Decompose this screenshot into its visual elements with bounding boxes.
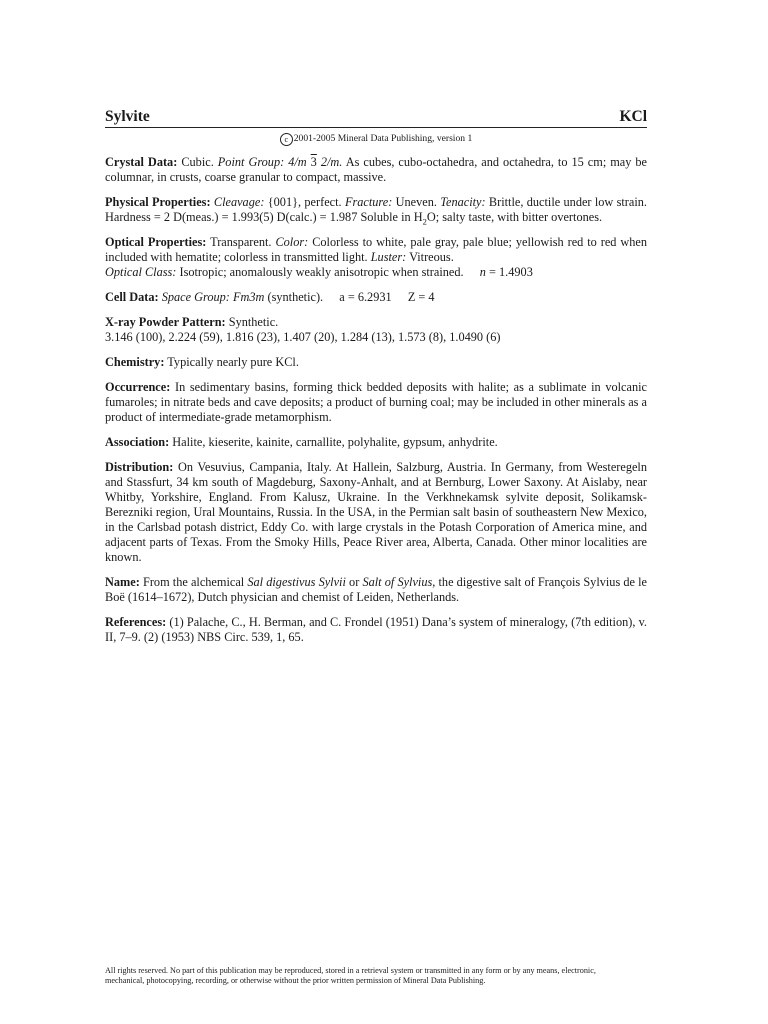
- copyright-footer: All rights reserved. No part of this publication may be reproduced, stored in a retrieval system or transmitted in any form or by any means, electronic, mechanical, photocopying, recording, or otherwise without the prior written permission of Mineral Data Publishing.: [105, 966, 596, 985]
- occurrence-label: Occurrence:: [105, 380, 171, 394]
- color-label: Color:: [275, 235, 309, 249]
- cell-a-value: a = 6.2931: [339, 290, 392, 304]
- association-label: Association:: [105, 435, 170, 449]
- xray-source: Synthetic.: [228, 315, 279, 329]
- space-group-note: (synthetic).: [267, 290, 324, 304]
- cleavage-label: Cleavage:: [213, 195, 265, 209]
- copyright-icon: c: [280, 133, 293, 146]
- association-section: [105, 435, 647, 450]
- refractive-index-value: = 1.4903: [485, 265, 533, 279]
- physical-properties-label: Physical Properties:: [105, 195, 211, 209]
- point-group-b: 2/m.: [316, 155, 343, 169]
- refractive-index-label: n: [479, 265, 486, 279]
- copyright-text: 2001-2005 Mineral Data Publishing, version 1: [293, 133, 473, 144]
- crystal-system: Cubic.: [181, 155, 214, 169]
- name-label: Name:: [105, 575, 140, 589]
- cleavage-value: {001}, perfect.: [267, 195, 342, 209]
- color-value: Colorless to white, pale gray, pale blue; yellowish red to red when included with hematite; colorless in transmitted light.: [105, 235, 648, 264]
- distribution-text: On Vesuvius, Campania, Italy. At Hallein, Salzburg, Austria. In Germany, from Westeregeln and Stassfurt, 34 km south of Magdeburg, Saxony-Anhalt, and at Bernburg, Lower Saxony. At Aislaby, near Whitby, Yorkshire, England. From Kalusz, Ukraine. In the Verkhnekamsk sylvite deposit, Solikamsk-Berezniki region, Ural Mountains, Russia. In the USA, in the Permian salt basin of southeastern New Mexico, in the Carlsbad potash district, Eddy Co. with large crystals in the Potash Corporation of America mine, and adjacent parts of Texas. From the Smoky Hills, Peace River area, Alberta, Canada. Other minor localities are known.: [105, 460, 648, 564]
- optical-properties-section: [105, 235, 647, 280]
- chemistry-text: Typically nearly pure KCl.: [167, 355, 299, 369]
- space-group-value: Fm3m: [232, 290, 265, 304]
- distribution-label: Distribution:: [105, 460, 174, 474]
- name-section: [105, 575, 647, 605]
- solubility-a: Soluble in H: [360, 210, 423, 224]
- name-text-a: From the alchemical: [142, 575, 245, 589]
- xray-section: [105, 315, 647, 345]
- point-group-bar: 3: [310, 155, 317, 169]
- chemical-formula: KCl: [619, 108, 647, 125]
- association-text: Halite, kieserite, kainite, carnallite, polyhalite, gypsum, anhydrite.: [172, 435, 498, 449]
- density-calculated: D(calc.) = 1.987: [276, 210, 358, 224]
- distribution-section: [105, 460, 647, 565]
- fracture-value: Uneven.: [395, 195, 437, 209]
- name-text-c: , the digestive salt of François Sylvius de le Boë (1614–1672), Dutch physician and chemist of Leiden, Netherlands.: [105, 575, 648, 604]
- optical-class-line: [105, 265, 647, 280]
- name-latin-2: Salt of Sylvius: [362, 575, 433, 589]
- cell-data-section: [105, 290, 647, 305]
- name-text-b: or: [349, 575, 360, 589]
- references-label: References:: [105, 615, 167, 629]
- point-group-label: Point Group:: [217, 155, 285, 169]
- header-rule: [105, 127, 647, 128]
- chemistry-section: [105, 355, 647, 370]
- point-group-a: 4/m: [288, 155, 311, 169]
- transparency-value: Transparent.: [210, 235, 272, 249]
- physical-properties-section: [105, 195, 647, 225]
- optical-class-value: Isotropic; anomalously weakly anisotropic when strained.: [179, 265, 464, 279]
- copyright-line: [105, 133, 647, 146]
- xray-pattern: 3.146 (100), 2.224 (59), 1.816 (23), 1.407 (20), 1.284 (13), 1.573 (8), 1.0490 (6): [105, 330, 501, 344]
- density-measured: D(meas.) = 1.993(5): [173, 210, 274, 224]
- space-group-label: Space Group:: [161, 290, 230, 304]
- luster-value: Vitreous.: [409, 250, 454, 264]
- hardness-value: Hardness = 2: [105, 210, 170, 224]
- fracture-label: Fracture:: [344, 195, 393, 209]
- solubility-subscript: 2: [422, 216, 427, 227]
- tenacity-value: Brittle, ductile under low strain.: [488, 195, 648, 209]
- luster-label: Luster:: [370, 250, 407, 264]
- crystal-data-label: Crystal Data:: [105, 155, 178, 169]
- occurrence-section: [105, 380, 647, 425]
- mineral-content: [105, 155, 647, 655]
- optical-properties-label: Optical Properties:: [105, 235, 207, 249]
- name-latin-1: Sal digestivus Sylvii: [247, 575, 346, 589]
- tenacity-label: Tenacity:: [440, 195, 486, 209]
- optical-class-label: Optical Class:: [105, 265, 177, 279]
- references-section: [105, 615, 647, 645]
- occurrence-text: In sedimentary basins, forming thick bedded deposits with halite; as a sublimate in volcanic fumaroles; in nitrate beds and cave deposits; a product of burning coal; may be included in other minerals as a product of intermediate-grade metamorphism.: [105, 380, 647, 424]
- mineral-name: Sylvite: [105, 108, 150, 125]
- xray-label: X-ray Powder Pattern:: [105, 315, 226, 329]
- crystal-habit: As cubes, cubo-octahedra, and octahedra, to 15 cm; may be columnar, in crusts, coarse granular to compact, massive.: [105, 155, 648, 184]
- cell-data-label: Cell Data:: [105, 290, 159, 304]
- cell-z-value: Z = 4: [407, 290, 435, 304]
- references-text: (1) Palache, C., H. Berman, and C. Frondel (1951) Dana’s system of mineralogy, (7th edition), v. II, 7–9. (2) (1953) NBS Circ. 539, 1, 65.: [105, 615, 648, 644]
- crystal-data-section: [105, 155, 647, 185]
- chemistry-label: Chemistry:: [105, 355, 165, 369]
- solubility-b: O; salty taste, with bitter overtones.: [426, 210, 603, 224]
